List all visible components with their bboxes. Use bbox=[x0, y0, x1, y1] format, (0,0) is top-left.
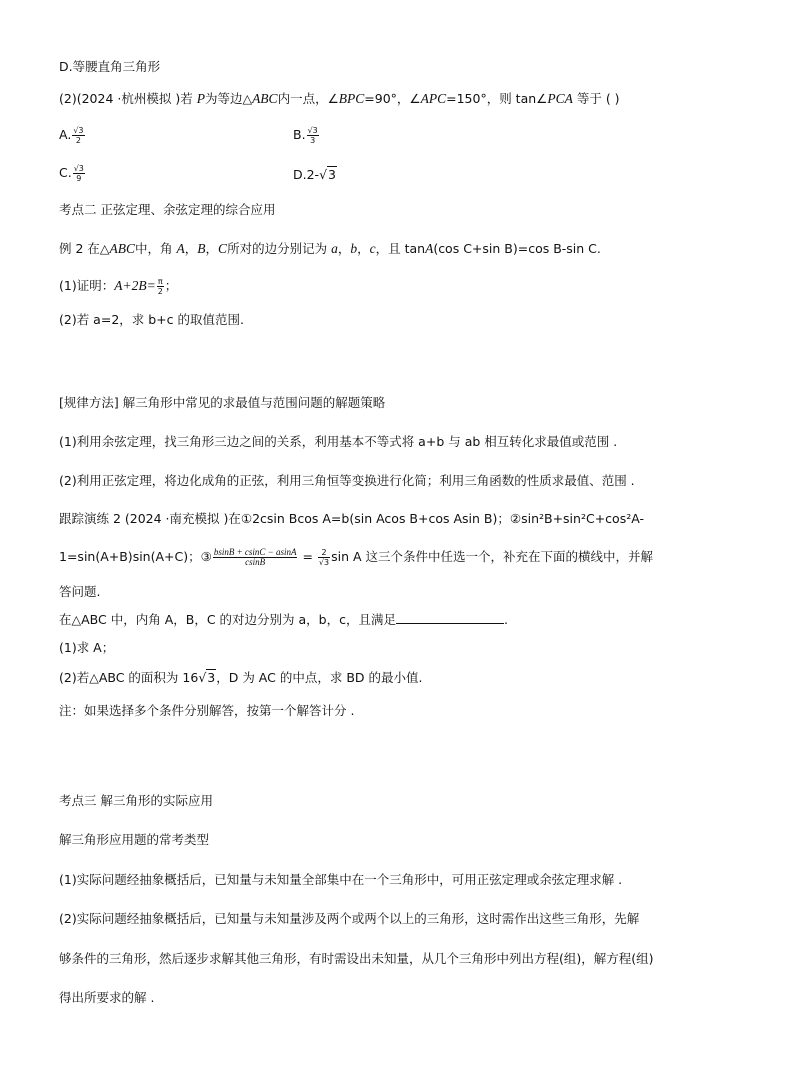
fraction: $\frac{2}{√3}$ bbox=[318, 548, 330, 567]
section-3-subtitle: 解三角形应用题的常考类型 bbox=[59, 832, 210, 847]
track-line-1: 跟踪演练 2 (2024 ·南充模拟 )在①2csin Bcos A=b(sin Acos B+cos Asin B)；②sin²B+sin²C+cos²A- bbox=[59, 511, 644, 526]
option-c: C. $\frac{√3}{9}$ bbox=[59, 164, 84, 183]
fraction: $\frac{\pi}{2}$ bbox=[157, 277, 163, 296]
section-3-line-3: 够条件的三角形，然后逐步求解其他三角形，有时需设出未知量，从几个三角形中列出方程(组)，解方程(组) bbox=[59, 951, 654, 966]
track-q1: (1)求 A； bbox=[59, 640, 115, 655]
track-line-2: 1=sin(A+B)sin(A+C)；③ $\frac{bsinB + csinC - asinA}{csinB}$ = $\frac{2}{√3}$ sin A 这三个条件中任选一个，补充在下面的横线中，并解 bbox=[59, 547, 653, 567]
track-q2: (2)若△ABC 的面积为 16√3，D 为 AC 的中点，求 BD 的最小值. bbox=[59, 670, 423, 685]
section-3-line-1: (1)实际问题经抽象概括后，已知量与未知量全部集中在一个三角形中，可用正弦定理或余弦定理求解 . bbox=[59, 872, 623, 887]
option-d: D.2-√3 bbox=[293, 167, 336, 182]
track-line-3: 答问题. bbox=[59, 584, 101, 599]
example-2-part-2: (2)若 a=2，求 b+c 的取值范围. bbox=[59, 312, 244, 327]
section-title-3: 考点三 解三角形的实际应用 bbox=[59, 793, 213, 808]
fraction: $\frac{√3}{2}$ bbox=[73, 126, 84, 145]
example-2: 例 2 在△ABC中，角 A，B，C所对的边分别记为 a，b，c，且 tanA(cos C+sin B)=cos B-sin C. bbox=[59, 241, 601, 256]
method-line-2: (2)利用正弦定理，将边化成角的正弦，利用三角恒等变换进行化简；利用三角函数的性质求最值、范围 . bbox=[59, 473, 635, 488]
option-a: A. $\frac{√3}{2}$ bbox=[59, 126, 84, 145]
section-title-2: 考点二 正弦定理、余弦定理的综合应用 bbox=[59, 202, 276, 217]
option-d-prev: D.等腰直角三角形 bbox=[59, 59, 161, 74]
question-2-stem: (2)(2024 ·杭州模拟 )若 P为等边△ABC内一点，∠BPC=90°，∠APC=150°，则 tan∠PCA 等于 ( ) bbox=[59, 91, 620, 106]
track-line-4: 在△ABC 中，内角 A，B，C 的对边分别为 a，b，c，且满足 . bbox=[59, 612, 508, 627]
fraction: $\frac{√3}{9}$ bbox=[73, 164, 84, 183]
track-note: 注：如果选择多个条件分别解答，按第一个解答计分 . bbox=[59, 703, 355, 718]
method-title: [规律方法] 解三角形中常见的求最值与范围问题的解题策略 bbox=[59, 395, 386, 410]
section-3-line-4: 得出所要求的解 . bbox=[59, 990, 155, 1005]
example-2-part-1: (1)证明：A+2B= $\frac{\pi}{2}$ ； bbox=[59, 277, 178, 296]
fraction: $\frac{√3}{3}$ bbox=[307, 126, 318, 145]
sqrt-symbol: √3 bbox=[198, 670, 216, 685]
method-line-1: (1)利用余弦定理，找三角形三边之间的关系，利用基本不等式将 a+b 与 ab 相互转化求最值或范围 . bbox=[59, 434, 618, 449]
fraction: $\frac{bsinB + csinC - asinA}{csinB}$ bbox=[213, 547, 297, 567]
answer-blank bbox=[396, 611, 504, 624]
option-b: B. $\frac{√3}{3}$ bbox=[293, 126, 318, 145]
section-3-line-2: (2)实际问题经抽象概括后，已知量与未知量涉及两个或两个以上的三角形，这时需作出这些三角形，先解 bbox=[59, 911, 640, 926]
sqrt-symbol: √3 bbox=[319, 167, 336, 182]
